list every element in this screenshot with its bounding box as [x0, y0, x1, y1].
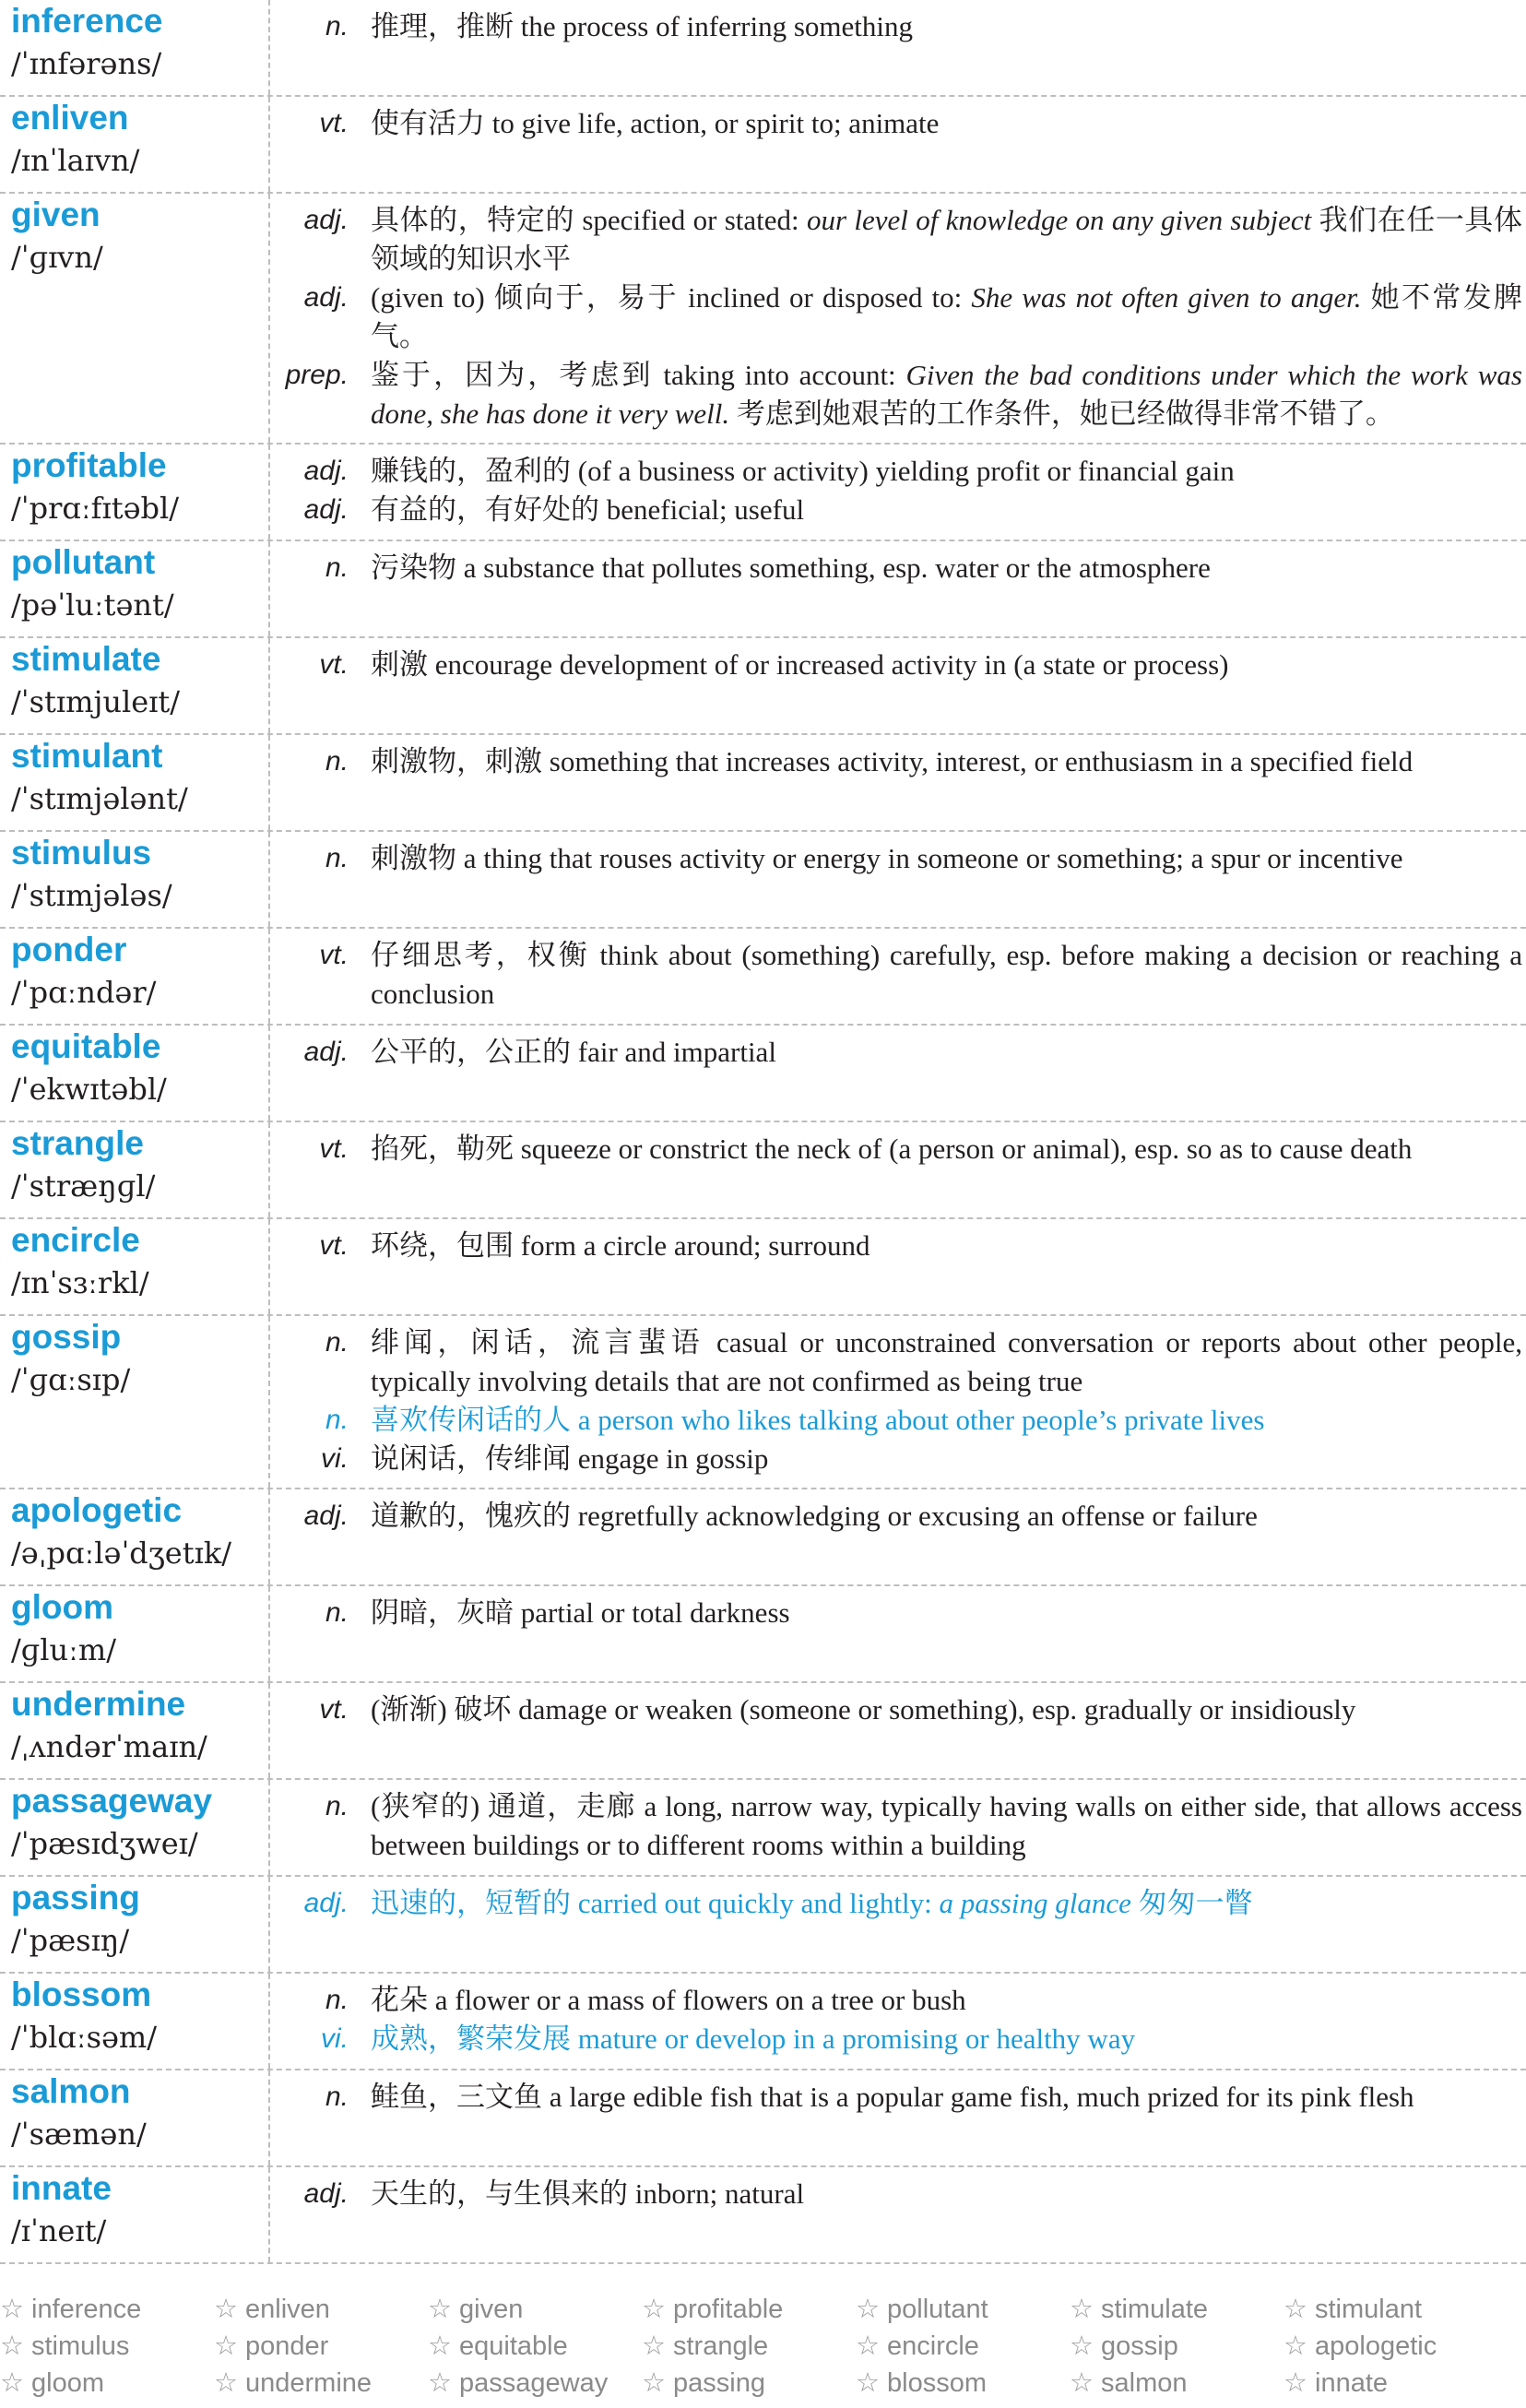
review-word-label: equitable: [459, 2331, 568, 2361]
part-of-speech: vt.: [319, 1230, 349, 1261]
word-column: [0, 0, 270, 95]
definition: [371, 936, 1526, 1014]
example-sentence: Given the bad conditions under which the work was done, she has done it very well.: [371, 359, 1522, 430]
review-word-undermine: [214, 2365, 428, 2402]
headword: inference: [11, 2, 163, 40]
phonetic: /ɪˈneɪt/: [11, 2213, 107, 2248]
definition: [371, 2175, 1526, 2213]
sense-row: [270, 936, 1526, 1014]
definition-text: 绯闻，闲话，流言蜚语 casual or unconstrained conversation or reports about other people, typically involving details that are not confirmed as being true: [371, 1326, 1522, 1397]
star-icon: ☆: [428, 2331, 452, 2361]
phonetic: /ˈstræŋɡl/: [11, 1168, 156, 1204]
definition: [371, 201, 1526, 279]
sense-row: [270, 279, 1526, 356]
phonetic: /ˈstɪmjələnt/: [11, 781, 188, 816]
phonetic: /ˈsæmən/: [11, 2117, 147, 2152]
part-of-speech: vt.: [319, 1694, 349, 1725]
example-sentence: She was not often given to anger.: [971, 281, 1362, 314]
definition-text: (given to) 倾向于，易于 inclined or disposed to:: [371, 281, 972, 314]
sense-row: [270, 356, 1526, 433]
headword: innate: [11, 2169, 112, 2207]
phonetic: /ˈpæsɪŋ/: [11, 1923, 130, 1958]
definitions-column: [270, 0, 1526, 95]
definitions-column: [270, 1877, 1526, 1972]
headword: gloom: [11, 1588, 113, 1626]
headword: stimulate: [11, 640, 161, 678]
phonetic: /ˈstɪmjələs/: [11, 878, 172, 913]
part-of-speech: n.: [325, 1405, 349, 1435]
part-of-speech: n.: [325, 1985, 349, 2015]
part-of-speech: n.: [325, 552, 349, 583]
part-of-speech: vt.: [319, 940, 349, 970]
definition-text: 公平的，公正的 fair and impartial: [371, 1036, 776, 1068]
review-word-strangle: [642, 2328, 856, 2365]
part-of-speech: adj.: [303, 2178, 349, 2209]
headword: salmon: [11, 2072, 131, 2110]
word-column: [0, 1316, 270, 1488]
definition-text: 掐死，勒死 squeeze or constrict the neck of (a person or animal), esp. so as to cause death: [371, 1133, 1413, 1165]
star-icon: ☆: [856, 2331, 880, 2361]
definition: [371, 279, 1526, 356]
entry-stimulus: [0, 832, 1526, 929]
review-word-enliven: [214, 2291, 428, 2328]
phonetic: /ˈpæsɪdʒweɪ/: [11, 1826, 198, 1861]
review-word-pollutant: [856, 2291, 1070, 2328]
definition-text: 刺激物，刺激 something that increases activity, interest, or enthusiasm in a specified field: [371, 745, 1414, 777]
sense-row: [270, 201, 1526, 279]
word-column: [0, 832, 270, 927]
entry-given: [0, 194, 1526, 445]
headword: enliven: [11, 99, 129, 136]
star-icon: ☆: [856, 2368, 880, 2398]
part-of-speech: n.: [325, 1597, 349, 1628]
definitions-column: [270, 1026, 1526, 1121]
word-column: [0, 1219, 270, 1314]
review-word-label: blossom: [887, 2368, 987, 2398]
definition: [371, 549, 1526, 587]
entry-stimulant: [0, 735, 1526, 832]
sense-row: [270, 1323, 1526, 1401]
sense-row: [270, 1130, 1526, 1168]
definition: [371, 491, 1526, 529]
part-of-speech: adj.: [303, 1888, 349, 1918]
headword: stimulus: [11, 834, 152, 872]
part-of-speech: vi.: [321, 1443, 349, 1474]
definition-text: 鲑鱼，三文鱼 a large edible fish that is a popular game fish, much prized for its pink flesh: [371, 2081, 1414, 2113]
star-icon: ☆: [642, 2368, 666, 2398]
headword: undermine: [11, 1685, 186, 1723]
definitions-column: [270, 832, 1526, 927]
sense-row: [270, 2078, 1526, 2117]
definition-text: 鉴于，因为，考虑到 taking into account:: [371, 359, 906, 391]
example-sentence: our level of knowledge on any given subject: [806, 204, 1312, 236]
review-word-label: pollutant: [887, 2295, 988, 2324]
definitions-column: [270, 1683, 1526, 1778]
review-word-label: stimulant: [1315, 2295, 1423, 2324]
sense-row: [270, 1497, 1526, 1536]
definition-text: 说闲话，传绯闻 engage in gossip: [371, 1442, 769, 1475]
definition: [371, 2020, 1526, 2058]
definitions-column: [270, 638, 1526, 733]
star-icon: ☆: [0, 2368, 24, 2398]
phonetic: /ɡluːm/: [11, 1632, 117, 1667]
entry-pollutant: [0, 541, 1526, 638]
definitions-column: [270, 1974, 1526, 2069]
definition-text: 迅速的，短暂的 carried out quickly and lightly:: [371, 1887, 940, 1919]
definitions-column: [270, 929, 1526, 1024]
definition-text: 具体的，特定的 specified or stated:: [371, 204, 807, 236]
star-icon: ☆: [428, 2368, 452, 2398]
review-word-stimulant: [1283, 2291, 1497, 2328]
sense-row: [270, 104, 1526, 143]
star-icon: ☆: [642, 2331, 666, 2361]
review-word-equitable: [428, 2328, 642, 2365]
headword: blossom: [11, 1975, 152, 2013]
sense-row: [270, 7, 1526, 46]
sense-row: [270, 2175, 1526, 2213]
part-of-speech: adj.: [303, 282, 349, 313]
entry-innate: [0, 2167, 1526, 2264]
definition: [371, 2078, 1526, 2117]
definition: [371, 1884, 1526, 1923]
definition-text: (渐渐) 破坏 damage or weaken (someone or something), esp. gradually or insidiously: [371, 1693, 1356, 1726]
definition-text: 天生的，与生俱来的 inborn; natural: [371, 2177, 805, 2210]
part-of-speech: vt.: [319, 108, 349, 138]
phonetic: /ɪnˈlaɪvn/: [11, 143, 140, 178]
definitions-column: [270, 1316, 1526, 1488]
entry-enliven: [0, 97, 1526, 194]
sense-row: [270, 1594, 1526, 1632]
definitions-column: [270, 445, 1526, 540]
review-word-list: [0, 2291, 1526, 2402]
star-icon: ☆: [214, 2331, 238, 2361]
definitions-column: [270, 1219, 1526, 1314]
review-word-label: gloom: [31, 2368, 104, 2398]
entry-equitable: [0, 1026, 1526, 1122]
review-word-salmon: [1070, 2365, 1283, 2402]
definition-text: (狭窄的) 通道，走廊 a long, narrow way, typically having walls on either side, that allows access between buildings or to different rooms within a building: [371, 1790, 1522, 1861]
definition: [371, 1981, 1526, 2020]
star-icon: ☆: [1283, 2295, 1307, 2324]
word-column: [0, 638, 270, 733]
review-word-passageway: [428, 2365, 642, 2402]
review-word-stimulus: [0, 2328, 214, 2365]
definition: [371, 1594, 1526, 1632]
entry-encircle: [0, 1219, 1526, 1316]
entry-undermine: [0, 1683, 1526, 1780]
review-word-label: stimulus: [31, 2331, 130, 2361]
word-column: [0, 1780, 270, 1875]
definition-text: 推理，推断 the process of inferring something: [371, 10, 914, 42]
phonetic: /ˈpɑːndər/: [11, 975, 157, 1010]
word-column: [0, 1026, 270, 1121]
word-column: [0, 1877, 270, 1972]
word-column: [0, 2070, 270, 2165]
sense-row: [270, 839, 1526, 878]
headword: given: [11, 196, 101, 233]
star-icon: ☆: [428, 2295, 452, 2324]
review-word-label: strangle: [673, 2331, 769, 2361]
headword: strangle: [11, 1124, 144, 1162]
part-of-speech: n.: [325, 843, 349, 873]
definition: [371, 1130, 1526, 1168]
phonetic: /ɪnˈsɜːrkl/: [11, 1265, 149, 1300]
headword: stimulant: [11, 737, 163, 775]
sense-row: [270, 491, 1526, 529]
review-word-given: [428, 2291, 642, 2328]
star-icon: ☆: [0, 2295, 24, 2324]
sense-row: [270, 1033, 1526, 1072]
definitions-column: [270, 1586, 1526, 1681]
definition-text: 环绕，包围 form a circle around; surround: [371, 1229, 870, 1262]
review-word-stimulate: [1070, 2291, 1283, 2328]
part-of-speech: prep.: [285, 360, 349, 390]
star-icon: ☆: [214, 2368, 238, 2398]
definition: [371, 646, 1526, 684]
definition: [371, 1401, 1526, 1440]
definition-text: 赚钱的，盈利的 (of a business or activity) yielding profit or financial gain: [371, 455, 1235, 487]
part-of-speech: n.: [325, 746, 349, 777]
phonetic: /ˈprɑːfɪtəbl/: [11, 491, 179, 526]
star-icon: ☆: [642, 2295, 666, 2324]
part-of-speech: adj.: [303, 456, 349, 486]
entry-gloom: [0, 1586, 1526, 1683]
review-word-profitable: [642, 2291, 856, 2328]
review-word-label: stimulate: [1101, 2295, 1209, 2324]
review-word-label: passageway: [459, 2368, 609, 2398]
definition: [371, 1690, 1526, 1729]
definitions-column: [270, 194, 1526, 443]
review-word-label: ponder: [245, 2331, 329, 2361]
definition: [371, 1440, 1526, 1478]
headword: equitable: [11, 1027, 161, 1065]
headword: apologetic: [11, 1491, 183, 1529]
entry-profitable: [0, 445, 1526, 541]
sense-row: [270, 1884, 1526, 1923]
review-word-gossip: [1070, 2328, 1283, 2365]
review-word-label: salmon: [1101, 2368, 1188, 2398]
word-column: [0, 445, 270, 540]
definition-text: 匆匆一瞥: [1130, 1887, 1253, 1919]
review-word-label: apologetic: [1315, 2331, 1437, 2361]
review-word-ponder: [214, 2328, 428, 2365]
headword: encircle: [11, 1221, 140, 1259]
star-icon: ☆: [214, 2295, 238, 2324]
review-word-label: inference: [31, 2295, 142, 2324]
sense-row: [270, 452, 1526, 491]
review-word-label: innate: [1315, 2368, 1389, 2398]
headword: pollutant: [11, 543, 156, 581]
definition-text: 道歉的，愧疚的 regretfully acknowledging or excusing an offense or failure: [371, 1500, 1258, 1532]
entry-inference: [0, 0, 1526, 97]
phonetic: /ˈɡɪvn/: [11, 240, 103, 275]
star-icon: ☆: [0, 2331, 24, 2361]
definition: [371, 452, 1526, 491]
review-word-label: undermine: [245, 2368, 373, 2398]
review-word-label: gossip: [1101, 2331, 1178, 2361]
phonetic: /ˈstɪmjuleɪt/: [11, 684, 181, 719]
sense-row: [270, 1690, 1526, 1729]
word-column: [0, 1683, 270, 1778]
sense-row: [270, 1227, 1526, 1265]
sense-row: [270, 1981, 1526, 2020]
sense-row: [270, 1787, 1526, 1865]
sense-row: [270, 1440, 1526, 1478]
definition-text: 刺激 encourage development of or increased activity in (a state or process): [371, 648, 1229, 681]
word-column: [0, 97, 270, 192]
part-of-speech: adj.: [303, 1501, 349, 1531]
review-word-label: passing: [673, 2368, 765, 2398]
star-icon: ☆: [1070, 2368, 1094, 2398]
entry-gossip: [0, 1316, 1526, 1489]
definitions-column: [270, 1780, 1526, 1875]
headword: passing: [11, 1879, 140, 1916]
entry-strangle: [0, 1122, 1526, 1219]
review-word-apologetic: [1283, 2328, 1497, 2365]
example-sentence: a passing glance: [939, 1887, 1131, 1919]
definition: [371, 356, 1526, 433]
definition: [371, 839, 1526, 878]
definition: [371, 742, 1526, 781]
definition-text: 使有活力 to give life, action, or spirit to; animate: [371, 107, 940, 139]
sense-row: [270, 2020, 1526, 2058]
entry-stimulate: [0, 638, 1526, 735]
part-of-speech: adj.: [303, 494, 349, 525]
word-column: [0, 2167, 270, 2262]
definition: [371, 7, 1526, 46]
definition-text: 刺激物 a thing that rouses activity or energy in someone or something; a spur or incentive: [371, 842, 1403, 874]
star-icon: ☆: [1283, 2331, 1307, 2361]
phonetic: /əˌpɑːləˈdʒetɪk/: [11, 1536, 231, 1571]
definition: [371, 104, 1526, 143]
entry-passing: [0, 1877, 1526, 1974]
review-word-label: profitable: [673, 2295, 784, 2324]
definition-text: 考虑到她艰苦的工作条件，她已经做得非常不错了。: [729, 397, 1394, 430]
word-column: [0, 194, 270, 443]
sense-row: [270, 646, 1526, 684]
headword: gossip: [11, 1318, 122, 1356]
phonetic: /ˌʌndərˈmaɪn/: [11, 1729, 207, 1764]
definition-text: 喜欢传闲话的人 a person who likes talking about other people’s private lives: [371, 1404, 1265, 1436]
entry-salmon: [0, 2070, 1526, 2167]
definition-text: 污染物 a substance that pollutes something, esp. water or the atmosphere: [371, 552, 1211, 584]
definition-text: 花朵 a flower or a mass of flowers on a tree or bush: [371, 1984, 966, 2016]
entry-blossom: [0, 1974, 1526, 2070]
definition: [371, 1497, 1526, 1536]
sense-row: [270, 742, 1526, 781]
star-icon: ☆: [1070, 2295, 1094, 2324]
review-word-label: given: [459, 2295, 524, 2324]
word-column: [0, 541, 270, 636]
review-word-passing: [642, 2365, 856, 2402]
definitions-column: [270, 735, 1526, 830]
phonetic: /ˈɡɑːsɪp/: [11, 1362, 131, 1397]
definitions-column: [270, 2167, 1526, 2262]
star-icon: ☆: [856, 2295, 880, 2324]
headword: ponder: [11, 931, 127, 968]
definition-text: 我们在任一具体领域的知识水平: [371, 204, 1523, 275]
part-of-speech: vt.: [319, 1133, 349, 1164]
phonetic: /ˈɪnfərəns/: [11, 46, 162, 81]
review-word-label: enliven: [245, 2295, 330, 2324]
definitions-column: [270, 1489, 1526, 1584]
sense-row: [270, 549, 1526, 587]
definition: [371, 1227, 1526, 1265]
phonetic: /ˈekwɪtəbl/: [11, 1072, 167, 1107]
definition-text: 有益的，有好处的 beneficial; useful: [371, 493, 805, 526]
word-column: [0, 1122, 270, 1217]
definition-text: 仔细思考，权衡 think about (something) carefully, esp. before making a decision or reaching a conclusion: [371, 939, 1522, 1010]
word-column: [0, 929, 270, 1024]
part-of-speech: adj.: [303, 205, 349, 235]
entry-apologetic: [0, 1489, 1526, 1586]
part-of-speech: adj.: [303, 1037, 349, 1067]
word-column: [0, 1586, 270, 1681]
phonetic: /ˈblɑːsəm/: [11, 2020, 158, 2055]
definitions-column: [270, 97, 1526, 192]
part-of-speech: n.: [325, 1327, 349, 1358]
headword: profitable: [11, 446, 167, 484]
definitions-column: [270, 2070, 1526, 2165]
review-word-inference: [0, 2291, 214, 2328]
entry-passageway: [0, 1780, 1526, 1877]
part-of-speech: n.: [325, 2082, 349, 2112]
review-word-gloom: [0, 2365, 214, 2402]
headword: passageway: [11, 1782, 213, 1820]
part-of-speech: vt.: [319, 649, 349, 680]
word-column: [0, 735, 270, 830]
review-word-label: encircle: [887, 2331, 979, 2361]
review-word-encircle: [856, 2328, 1070, 2365]
definition-text: 她不常发脾气。: [371, 281, 1522, 352]
review-word-innate: [1283, 2365, 1497, 2402]
part-of-speech: n.: [325, 11, 349, 42]
phonetic: /pəˈluːtənt/: [11, 587, 174, 623]
definition: [371, 1033, 1526, 1072]
part-of-speech: vi.: [321, 2023, 349, 2054]
star-icon: ☆: [1070, 2331, 1094, 2361]
definitions-column: [270, 541, 1526, 636]
entry-ponder: [0, 929, 1526, 1026]
definition-text: 阴暗，灰暗 partial or total darkness: [371, 1596, 790, 1629]
definitions-column: [270, 1122, 1526, 1217]
definition: [371, 1323, 1526, 1401]
word-column: [0, 1974, 270, 2069]
definition-text: 成熟，繁荣发展 mature or develop in a promising or healthy way: [371, 2022, 1136, 2055]
review-word-blossom: [856, 2365, 1070, 2402]
star-icon: ☆: [1283, 2368, 1307, 2398]
part-of-speech: n.: [325, 1791, 349, 1821]
word-column: [0, 1489, 270, 1584]
sense-row: [270, 1401, 1526, 1440]
definition: [371, 1787, 1526, 1865]
